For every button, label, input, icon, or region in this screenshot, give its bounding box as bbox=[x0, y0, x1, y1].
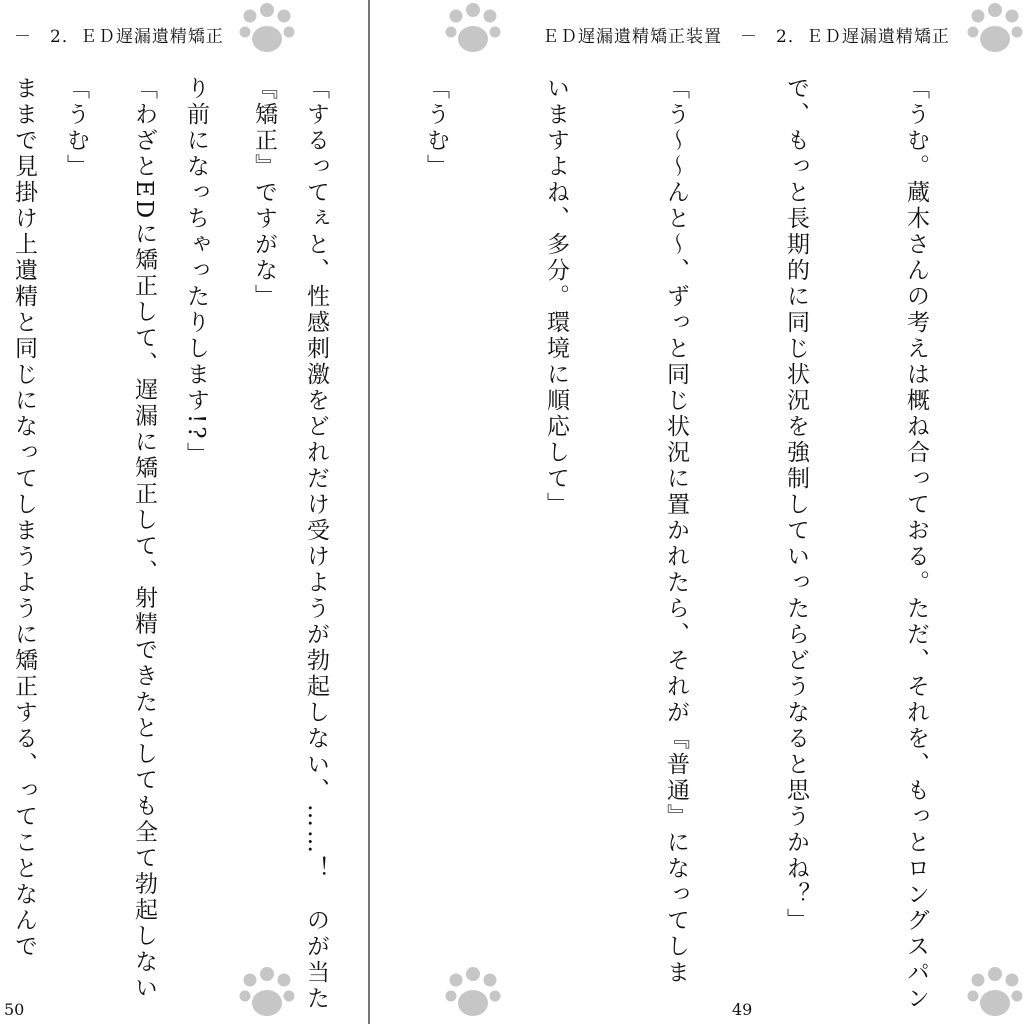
text-line: 「わざとEDに矯正して、遅漏に矯正して、射精できたとしても全て勃起しない bbox=[131, 76, 157, 1002]
text-line: ままで見掛け上遺精と同じになってしまうように矯正する、ってことなんで bbox=[11, 76, 37, 960]
text-line: り前になっちゃったりします!?」 bbox=[183, 76, 209, 468]
right-running-header: ＥＤ遅漏遺精矯正装置 － 2．ＥＤ遅漏遺精矯正 bbox=[542, 27, 950, 47]
text-line: 「うむ。蔵木さんの考えは概ね合っておる。ただ、それを、もっとロングスパン bbox=[903, 76, 929, 1012]
text-line: 「う〜〜んと〜、ずっと同じ状況に置かれたら、それが『普通』になってしま bbox=[663, 76, 689, 986]
paw-print-icon bbox=[444, 966, 502, 1024]
text-line: いますよね、多分。環境に順応して」 bbox=[543, 76, 569, 518]
text-line: 「うむ」 bbox=[63, 76, 89, 180]
paw-print-icon bbox=[966, 2, 1024, 60]
page-number: 49 bbox=[732, 1000, 753, 1019]
paw-print-icon bbox=[444, 2, 502, 60]
text-line: 『矯正』ですがな」 bbox=[251, 76, 277, 310]
text-line: 「うむ」 bbox=[423, 76, 449, 180]
page-number: 50 bbox=[4, 1000, 25, 1019]
left-running-header: － 2．ＥＤ遅漏遺精矯正 bbox=[14, 27, 224, 47]
paw-print-icon bbox=[966, 966, 1024, 1024]
paw-print-icon bbox=[238, 2, 296, 60]
text-line: で、もっと長期的に同じ状況を強制していったらどうなると思うかね？」 bbox=[783, 76, 809, 934]
text-line: 「するってぇと、性感刺激をどれだけ受けようが勃起しない、……！ のが当た bbox=[303, 76, 329, 1012]
